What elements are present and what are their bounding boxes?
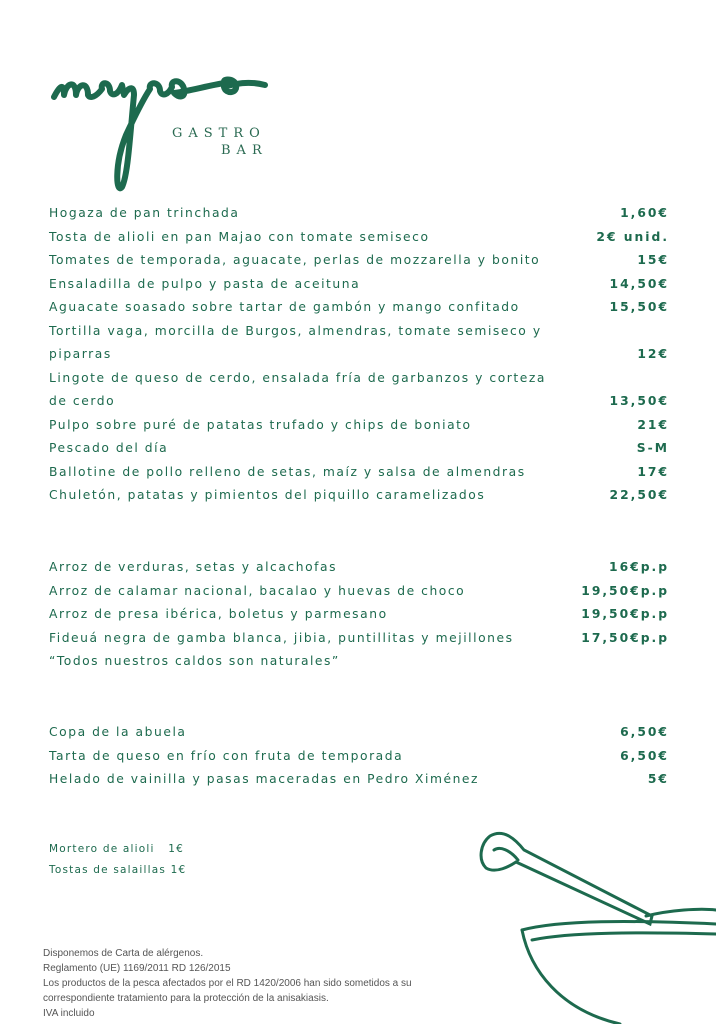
menu-item-name: Chuletón, patatas y pimientos del piquillo caramelizados: [49, 488, 486, 502]
menu-item: [49, 461, 669, 485]
menu-item-price: 13,50€: [609, 394, 669, 408]
legal-notes: [43, 946, 412, 1021]
legal-line: correspondiente tratamiento para la protección de la anisakiasis.: [43, 993, 329, 1004]
menu-item-price: 6,50€: [620, 725, 669, 739]
menu-item-price: 5€: [647, 772, 669, 786]
legal-line: Los productos de la pesca afectados por el RD 1420/2006 han sido sometidos a su: [43, 978, 412, 989]
logo-bar: BAR: [221, 143, 268, 158]
menu-item-name: Arroz de presa ibérica, boletus y parmesano: [49, 607, 388, 621]
menu-item-name: Tosta de alioli en pan Majao con tomate semiseco: [49, 229, 430, 244]
menu-item-name: Pescado del día: [49, 441, 169, 455]
extra-item: Mortero de alioli 1€: [49, 843, 184, 855]
menu-item-name: Helado de vainilla y pasas maceradas en Pedro Ximénez: [49, 772, 480, 786]
menu-item-name: Fideuá negra de gamba blanca, jibia, puntillitas y mejillones: [49, 630, 514, 645]
menu-item: [49, 437, 669, 461]
menu-item-name: Aguacate soasado sobre tartar de gambón y mango confitado: [49, 300, 520, 314]
menu-item-price: 15,50€: [609, 300, 669, 314]
menu-item: [49, 580, 669, 604]
legal-line: Reglamento (UE) 1169/2011 RD 126/2015: [43, 963, 231, 974]
menu-item-name: Ballotine de pollo relleno de setas, maíz y salsa de almendras: [49, 464, 526, 479]
menu-item: [49, 627, 669, 651]
menu-item-name: Arroz de verduras, setas y alcachofas: [49, 560, 338, 574]
legal-line: IVA incluido: [43, 1008, 95, 1019]
desserts-section: [49, 721, 669, 792]
menu-item: [49, 226, 669, 250]
menu-item-price: 14,50€: [609, 276, 669, 291]
menu-item-price: 19,50€p.p: [581, 583, 669, 598]
menu-item: [49, 556, 669, 580]
menu-item: [49, 202, 669, 226]
extra-item: Tostas de salaillas 1€: [49, 864, 187, 876]
menu-item: [49, 320, 669, 367]
menu-item-price: 21€: [637, 417, 669, 432]
menu-item: [49, 745, 669, 769]
menu-item: [49, 249, 669, 273]
menu-item-name: Lingote de queso de cerdo, ensalada fría de garbanzos y corteza de cerdo: [49, 370, 546, 408]
menu-item-price: S-M: [636, 441, 669, 455]
menu-item: [49, 296, 669, 320]
menu-item-price: 17,50€p.p: [581, 630, 669, 645]
menu-item-price: 19,50€p.p: [581, 607, 669, 621]
menu-item-price: 12€: [637, 347, 669, 361]
rice-note: “Todos nuestros caldos son naturales”: [49, 654, 340, 668]
logo-gastro: GASTRO: [172, 126, 266, 141]
menu-item-name: Tarta de queso en frío con fruta de temporada: [49, 748, 404, 763]
menu-item: [49, 721, 669, 745]
menu-item-name: Pulpo sobre puré de patatas trufado y chips de boniato: [49, 417, 472, 432]
menu-item-price: 16€p.p: [609, 560, 669, 574]
majao-logo: [50, 55, 280, 195]
menu-item-price: 22,50€: [609, 488, 669, 502]
menu-item: [49, 273, 669, 297]
menu-item: [49, 414, 669, 438]
menu-item: [49, 768, 669, 792]
menu-item-price: 17€: [637, 464, 669, 479]
menu-item-name: Copa de la abuela: [49, 725, 187, 739]
mortar-illustration: [470, 820, 716, 1024]
menu-item-price: 2€ unid.: [596, 229, 669, 244]
rice-section: [49, 556, 669, 673]
extras: [49, 839, 186, 881]
legal-line: Disponemos de Carta de alérgenos.: [43, 948, 204, 959]
menu-item: [49, 603, 669, 627]
menu-item: [49, 484, 669, 508]
menu-item-name: Hogaza de pan trinchada: [49, 206, 240, 220]
menu-item-name: Arroz de calamar nacional, bacalao y huevas de choco: [49, 583, 466, 598]
menu-item: [49, 367, 669, 414]
menu-item-price: 6,50€: [620, 748, 669, 763]
menu-item-name: Tortilla vaga, morcilla de Burgos, almendras, tomate semiseco y piparras: [49, 323, 542, 361]
menu-item-name: Ensaladilla de pulpo y pasta de aceituna: [49, 276, 361, 291]
menu-item-price: 1,60€: [620, 206, 669, 220]
menu-item-price: 15€: [637, 253, 669, 267]
menu-item-name: Tomates de temporada, aguacate, perlas de mozzarella y bonito: [49, 253, 541, 267]
starters-section: [49, 202, 669, 508]
